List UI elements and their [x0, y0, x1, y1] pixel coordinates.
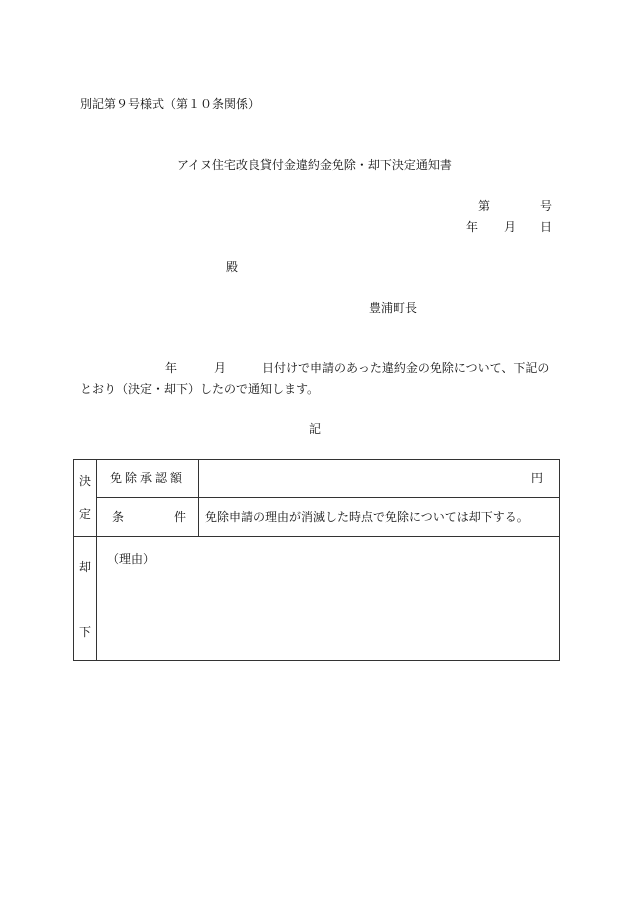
- body-text-line2: とおり（決定・却下）したので通知します。: [80, 382, 320, 396]
- condition-label-char2: 件: [174, 510, 187, 524]
- condition-label-char1: 条: [112, 510, 125, 524]
- addressee-honorific: 殿: [226, 260, 239, 274]
- date-month-label: 月: [504, 220, 517, 234]
- sender-name: 豊浦町長: [369, 301, 418, 315]
- reject-label-char2: 下: [79, 625, 92, 639]
- document-title: アイヌ住宅改良貸付金違約金免除・却下決定通知書: [177, 158, 452, 172]
- exemption-amount-label: 免除承認額: [110, 471, 186, 485]
- yen-unit: 円: [531, 471, 544, 485]
- body-year-label: 年: [165, 361, 178, 375]
- body-month-label: 月: [214, 361, 227, 375]
- form-number: 別記第９号様式（第１０条関係）: [80, 97, 261, 111]
- table-divider: [96, 497, 560, 498]
- decision-label-char1: 決: [79, 474, 92, 488]
- document-number-suffix: 号: [540, 199, 553, 213]
- document-number-prefix: 第: [478, 199, 491, 213]
- condition-text: 免除申請の理由が消滅した時点で免除については却下する。: [205, 510, 529, 524]
- date-year-label: 年: [466, 220, 479, 234]
- body-text-line1: 日付けで申請のあった違約金の免除について、下記の: [262, 361, 550, 375]
- table-divider: [73, 536, 560, 537]
- decision-label-char2: 定: [79, 507, 92, 521]
- table-divider: [96, 459, 97, 661]
- reject-label-char1: 却: [79, 560, 92, 574]
- ki-heading: 記: [309, 422, 322, 436]
- date-day-label: 日: [540, 220, 553, 234]
- reason-label: （理由）: [107, 552, 156, 566]
